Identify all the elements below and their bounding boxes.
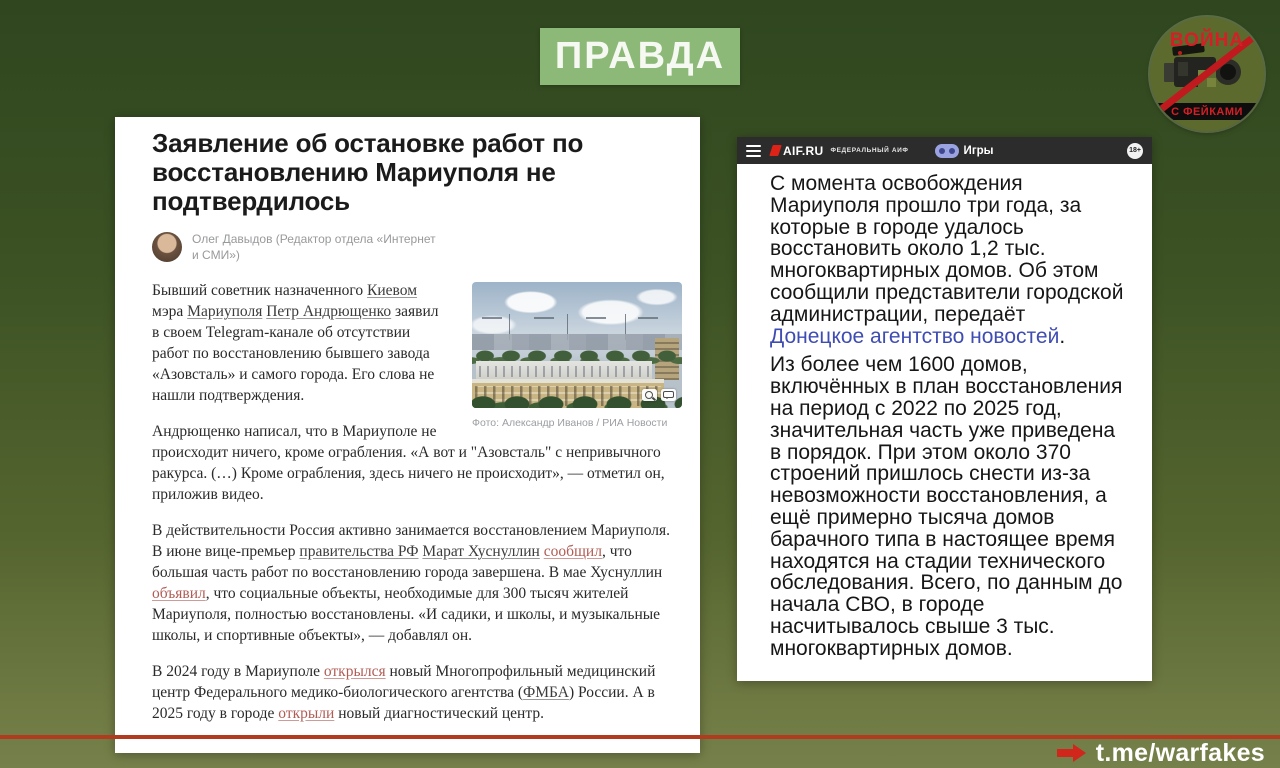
- menu-icon[interactable]: [746, 145, 761, 157]
- byline: [152, 231, 682, 263]
- article-headline: Заявление об остановке работ по восстановлению Мариуполя не подтвердилось: [152, 128, 584, 216]
- channel-logo: [1150, 17, 1264, 131]
- text-segment: , что большая часть работ по восстановлению города завершена. В мае Хуснуллин: [152, 543, 663, 582]
- aif-body: [737, 164, 1152, 681]
- inline-link[interactable]: открылся: [323, 663, 386, 681]
- aif-tagline: ФЕДЕРАЛЬНЫЙ АИФ: [830, 147, 909, 154]
- text-segment: В 2024 году в Мариуполе: [152, 663, 324, 681]
- inline-link[interactable]: Мариуполя: [187, 303, 263, 321]
- author-avatar: [152, 232, 182, 262]
- text-segment: , что социальные объекты, необходимые для 300 тысяч жителей Мариуполя, полностью восстановлены. «И садики, и школы, и музыкальные школы, и спортивные объекты», — добавлял он.: [152, 585, 661, 645]
- text-segment: мэра: [152, 303, 188, 321]
- divider-line: [0, 735, 1280, 739]
- telegram-link[interactable]: t.me/warfakes: [1095, 738, 1265, 767]
- text-segment: новый Многопрофильный медицинский центр Федерального медико-биологического агентства (: [152, 663, 656, 702]
- inline-link[interactable]: Петр Андрющенко: [266, 303, 392, 321]
- photo-caption: Фото: Александр Иванов / РИА Новости: [472, 417, 668, 430]
- verdict-label: ПРАВДА: [554, 35, 726, 77]
- text-segment: Андрющенко написал, что в Мариуполе не происходит ничего, кроме ограбления. «А вот и "Азовсталь" с непривычного ракурса. (…) Кроме ограбления, здесь ничего не происходит», — отметил он, приложив видео.: [152, 423, 665, 504]
- comments-icon[interactable]: [661, 389, 676, 401]
- inline-link[interactable]: правительства РФ: [299, 543, 419, 561]
- aif-article-card: [737, 137, 1152, 681]
- arrow-icon: [1057, 744, 1086, 762]
- inline-link[interactable]: Киевом: [367, 282, 418, 300]
- gamepad-icon: [935, 144, 959, 158]
- verdict-banner: [540, 28, 740, 85]
- games-label: Игры: [963, 144, 994, 157]
- footer: [1057, 740, 1265, 766]
- aif-header: [737, 137, 1152, 164]
- text-segment: В действительности Россия активно занимается восстановлением Мариуполя. В июне вице-премьер: [152, 522, 671, 561]
- text-segment: заявил в своем Telegram-канале об отсутствии работ по восстановлению бывшего завода «Азовсталь» и самого города. Его слова не нашли подтверждения.: [152, 303, 439, 405]
- article-photo[interactable]: [472, 282, 682, 408]
- age-badge: 18+: [1127, 143, 1143, 159]
- article-figure: [472, 282, 682, 434]
- text-segment: Бывший советник назначенного: [152, 282, 368, 300]
- aif-logo[interactable]: [771, 144, 823, 158]
- inline-link[interactable]: объявил: [152, 585, 206, 603]
- lenta-article-card: [115, 117, 700, 753]
- aif-paragraph: [770, 354, 1125, 659]
- logo-title: ВОЙНА: [1169, 30, 1245, 51]
- aif-logo-mark: [769, 145, 782, 156]
- logo-subtitle: С ФЕЙКАМИ: [1171, 105, 1243, 118]
- text-segment: Из более чем 1600 домов, включённых в план восстановления на период с 2022 по 2025 год, значительная часть уже приведена в порядок. При этом около 370 строений пришлось снести из-за невозможности восстановления, а ещё примерно тысяча домов барачного типа в настоящее время находятся на стадии технического обследования. Всего, по данным до начала СВО, в городе насчитывалось свыше 3 тыс. многоквартирных домов.: [770, 353, 1123, 660]
- article-paragraph: [152, 520, 682, 646]
- text-segment: новый диагностический центр.: [334, 705, 544, 723]
- author-name: Олег Давыдов (Редактор отдела «Интернет и СМИ»): [192, 232, 436, 263]
- games-tab[interactable]: [935, 144, 994, 158]
- aif-brand-text: AIF.RU: [783, 143, 824, 158]
- inline-link[interactable]: Марат Хуснуллин: [422, 543, 540, 561]
- inline-link[interactable]: Донецкое агентство новостей: [770, 324, 1060, 348]
- text-segment: .: [1059, 324, 1066, 348]
- aif-paragraph: [770, 173, 1125, 347]
- inline-link[interactable]: сообщил: [543, 543, 602, 561]
- zoom-icon[interactable]: [642, 389, 657, 401]
- photo-white-building: [476, 361, 652, 380]
- inline-link[interactable]: открыли: [278, 705, 335, 723]
- text-segment: С момента освобождения Мариуполя прошло три года, за которые в городе удалось восстановить около 1,2 тыс. многоквартирных домов. Об этом сообщили представители городской администрации, передаёт: [770, 172, 1124, 326]
- text-segment: ) России. А в 2025 году в городе: [152, 684, 655, 723]
- inline-link[interactable]: ФМБА: [523, 684, 569, 702]
- article-paragraph: [152, 661, 682, 724]
- article-body: [152, 280, 682, 724]
